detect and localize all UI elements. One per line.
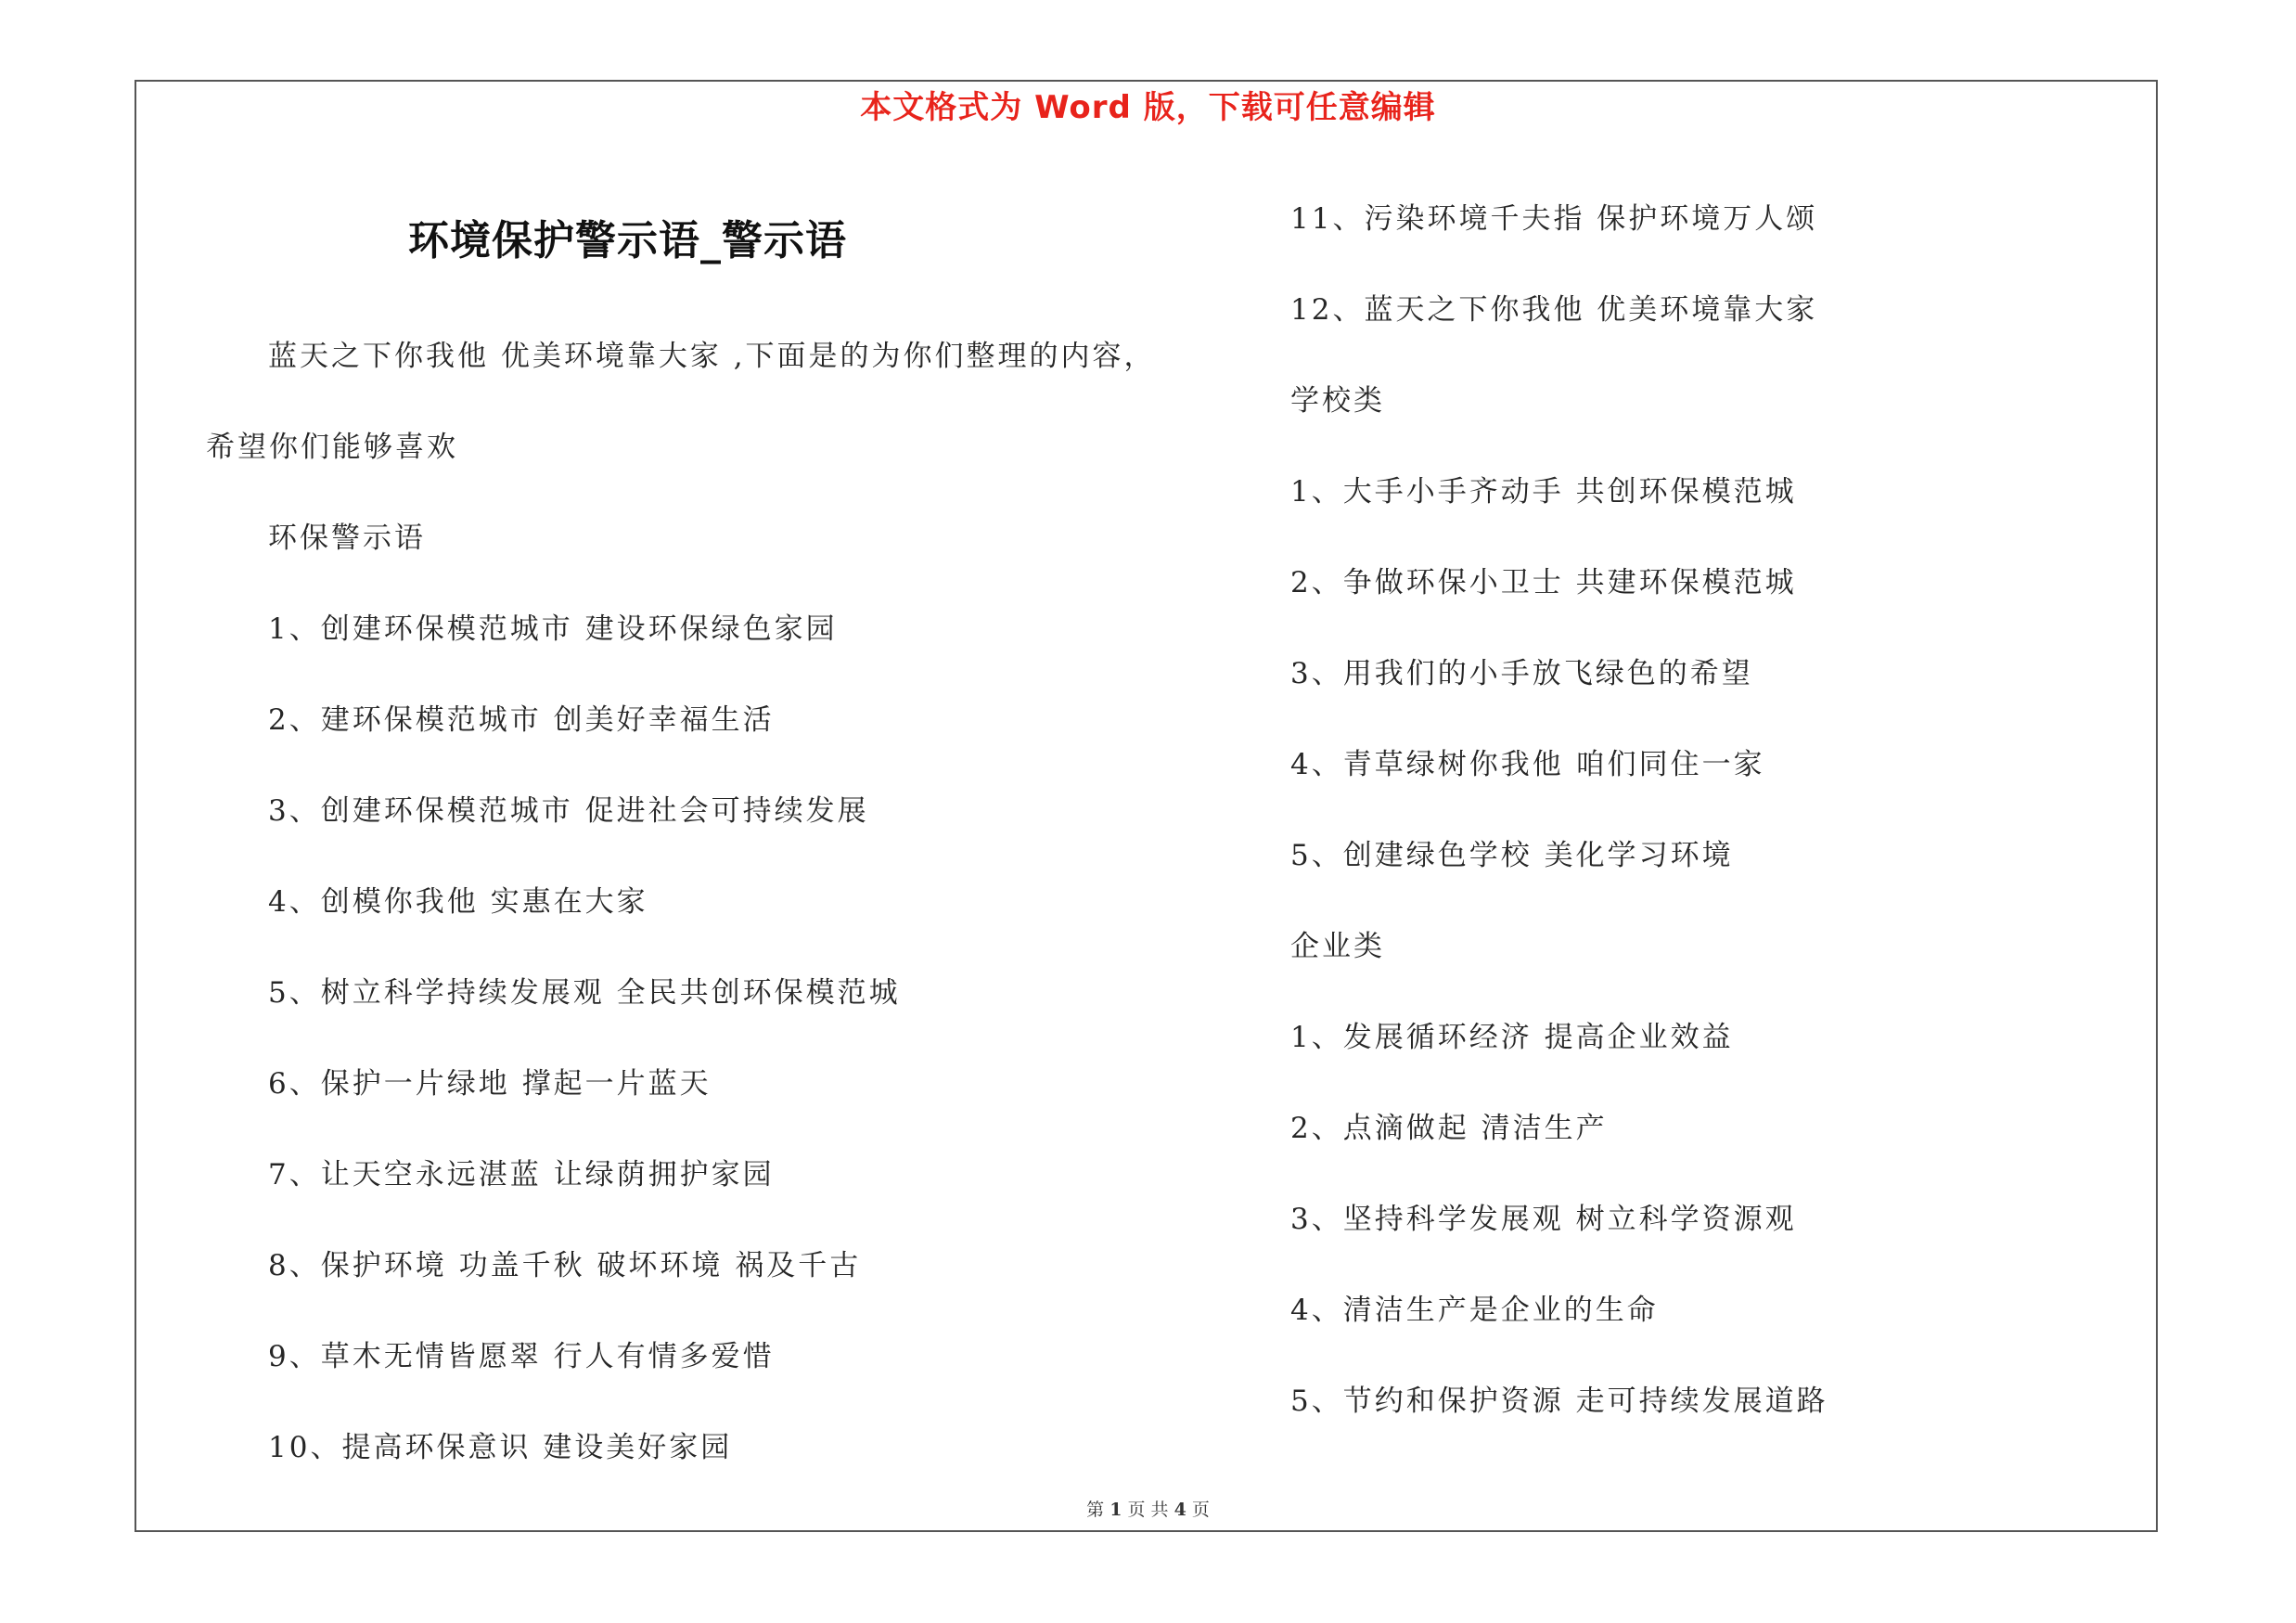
left-list-item: 3、创建环保模范城市 促进社会可持续发展	[268, 794, 869, 828]
page-number-footer	[0, 1496, 2296, 1521]
left-list-item: 9、草木无情皆愿翠 行人有情多爱惜	[268, 1340, 775, 1373]
enterprise-list-item: 5、节约和保护资源 走可持续发展道路	[1290, 1385, 1828, 1418]
enterprise-category-heading: 企业类	[1290, 930, 1385, 963]
footer-suffix: 页	[1191, 1500, 1210, 1520]
school-category-heading: 学校类	[1290, 384, 1385, 418]
left-list-item: 1、创建环保模范城市 建设环保绿色家园	[268, 612, 838, 646]
left-list-item: 7、让天空永远湛蓝 让绿荫拥护家园	[268, 1158, 775, 1191]
intro-line-1: 蓝天之下你我他 优美环境靠大家 ,下面是的为你们整理的内容，	[268, 340, 1156, 373]
school-list-item: 1、大手小手齐动手 共创环保模范城	[1290, 475, 1797, 509]
document-title: 环境保护警示语_警示语	[408, 217, 847, 264]
right-list-item: 12、蓝天之下你我他 优美环境靠大家	[1290, 293, 1818, 327]
left-list-item: 4、创模你我他 实惠在大家	[268, 885, 648, 919]
left-list-item: 10、提高环保意识 建设美好家园	[268, 1431, 733, 1464]
enterprise-list-item: 2、点滴做起 清洁生产	[1290, 1112, 1608, 1145]
left-list-item: 8、保护环境 功盖千秋 破坏环境 祸及千古	[268, 1249, 862, 1282]
enterprise-list-item: 1、发展循环经济 提高企业效益	[1290, 1021, 1734, 1054]
left-list-item: 5、树立科学持续发展观 全民共创环保模范城	[268, 976, 901, 1010]
school-list-item: 2、争做环保小卫士 共建环保模范城	[1290, 566, 1797, 599]
school-list-item: 4、青草绿树你我他 咱们同住一家	[1290, 748, 1765, 781]
current-page-number: 1	[1110, 1500, 1122, 1520]
left-list-item: 2、建环保模范城市 创美好幸福生活	[268, 703, 775, 737]
left-list-item: 6、保护一片绿地 撑起一片蓝天	[268, 1067, 712, 1101]
total-page-count: 4	[1174, 1500, 1186, 1520]
school-list-item: 5、创建绿色学校 美化学习环境	[1290, 839, 1734, 872]
enterprise-list-item: 3、坚持科学发展观 树立科学资源观	[1290, 1203, 1797, 1236]
footer-prefix: 第	[1086, 1500, 1105, 1520]
word-format-banner: 本文格式为 Word 版，下载可任意编辑	[860, 89, 1436, 126]
footer-mid: 页 共	[1127, 1500, 1169, 1520]
school-list-item: 3、用我们的小手放飞绿色的希望	[1290, 657, 1753, 690]
intro-line-2: 希望你们能够喜欢	[206, 431, 458, 464]
left-heading-environmental-slogans: 环保警示语	[268, 522, 426, 555]
right-list-item: 11、污染环境千夫指 保护环境万人颂	[1290, 202, 1818, 236]
enterprise-list-item: 4、清洁生产是企业的生命	[1290, 1294, 1659, 1327]
